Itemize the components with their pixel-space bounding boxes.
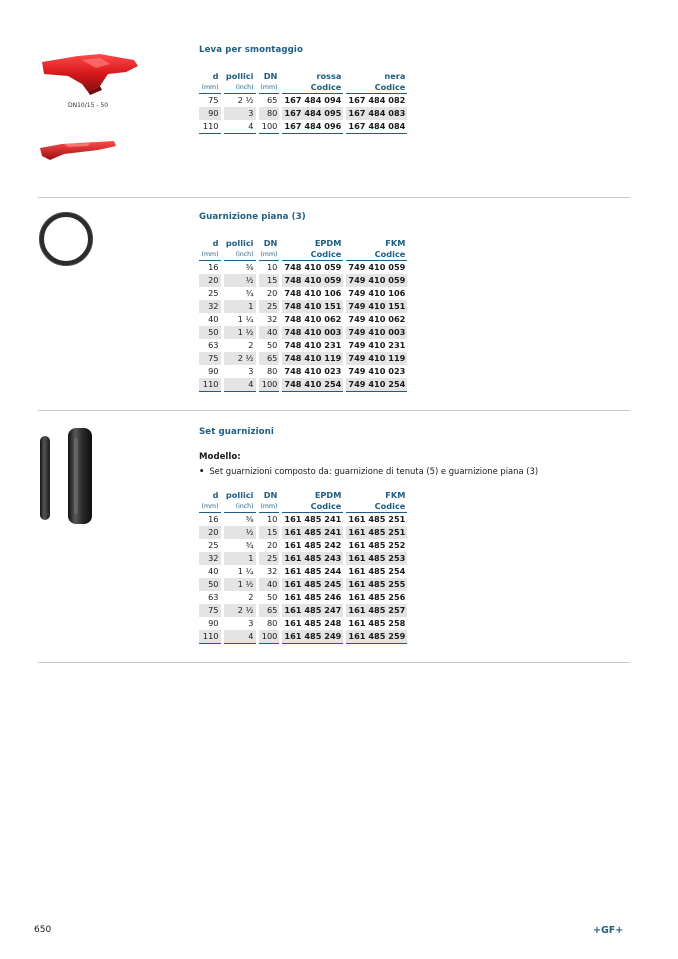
cell-d: 50 [199,326,222,339]
table-row [199,300,407,313]
cell-code-1: 748 410 023 [281,365,345,378]
cell-code-1: 748 410 151 [281,300,345,313]
cell-code-1: 161 485 245 [281,578,345,591]
table-row [199,552,407,565]
divider [38,410,630,411]
cell-pollici: 1 ¼ [222,565,257,578]
cell-pollici: 1 ½ [222,578,257,591]
cell-code-1: 748 410 106 [281,287,345,300]
table-row [199,326,407,339]
table-row [199,604,407,617]
cell-code-1: 748 410 062 [281,313,345,326]
cell-d: 16 [199,261,222,274]
table-row [199,274,407,287]
cell-code-1: 161 485 247 [281,604,345,617]
cell-d: 20 [199,526,222,539]
col-header-epdm: EPDM [281,238,345,249]
cell-dn: 65 [257,604,281,617]
unit-pollici: (inch) [222,82,257,94]
cell-dn: 100 [257,630,281,643]
cell-pollici: 1 [222,552,257,565]
cell-code-1: 161 485 249 [281,630,345,643]
cell-code-2: 749 410 003 [345,326,407,339]
cell-code-1: 748 410 059 [281,261,345,274]
cell-dn: 10 [257,261,281,274]
lever-small-image [38,138,118,162]
cell-code-2: 167 484 083 [345,107,407,120]
gf-logo: +GF+ [593,925,624,936]
table-row [199,539,407,552]
section-title: Leva per smontaggio [199,45,303,55]
cell-code-1: 161 485 241 [281,526,345,539]
cell-dn: 15 [257,526,281,539]
unit-dn: (mm) [257,501,281,513]
cell-dn: 50 [257,591,281,604]
cell-pollici: 2 ½ [222,94,257,107]
cell-pollici: 3 [222,107,257,120]
cell-d: 90 [199,107,222,120]
cell-dn: 100 [257,120,281,133]
cell-code-1: 167 484 094 [281,94,345,107]
col-header-d: d [199,238,222,249]
modello-bullet [199,466,538,476]
table-row [199,630,407,643]
table-row [199,339,407,352]
modello-label: Modello: [199,452,241,462]
cell-dn: 80 [257,107,281,120]
table-row [199,513,407,526]
cell-code-2: 161 485 257 [345,604,407,617]
unit-pollici: (inch) [222,249,257,261]
cell-dn: 25 [257,300,281,313]
cell-code-1: 167 484 095 [281,107,345,120]
cell-code-1: 161 485 243 [281,552,345,565]
cell-d: 32 [199,552,222,565]
cell-pollici: 3 [222,617,257,630]
unit-pollici: (inch) [222,501,257,513]
cell-code-2: 161 485 258 [348,617,406,628]
unit-col5: Codice [345,82,407,94]
cell-pollici: 4 [222,630,257,643]
cell-code-2: 161 485 254 [348,565,406,576]
table-row [199,378,407,391]
table-row [199,565,407,578]
divider [38,197,630,198]
col-header-d: d [199,490,222,501]
cell-code-2: 161 485 251 [348,514,406,524]
cell-pollici: 2 [222,339,257,352]
cell-dn: 40 [257,578,281,591]
unit-d: (mm) [199,249,222,261]
set-table [199,490,407,644]
cell-d: 16 [199,513,222,526]
col-header-pollici: pollici [222,71,257,82]
unit-d: (mm) [199,82,222,94]
unit-dn: (mm) [257,249,281,261]
cell-code-2: 749 410 106 [348,287,406,298]
cell-dn: 32 [257,313,281,326]
col-header-fkm: FKM [385,238,406,248]
cell-code-2: 161 485 259 [345,630,407,643]
cell-pollici: 2 [222,591,257,604]
cell-code-1: 748 410 059 [281,274,345,287]
unit-col4: Codice [281,501,345,513]
flat-gasket-image [38,211,94,267]
unit-col4: Codice [281,82,345,94]
cell-pollici: 2 ½ [222,352,257,365]
table-row [199,578,407,591]
cell-d: 40 [199,313,222,326]
col-header-fkm: FKM [385,490,406,500]
cell-code-2: 749 410 151 [345,300,407,313]
unit-col4: Codice [281,249,345,261]
table-row [199,617,407,630]
unit-col5: Codice [345,249,407,261]
cell-d: 20 [199,274,222,287]
cell-pollici: ⅜ [222,261,257,274]
cell-pollici: 2 ½ [222,604,257,617]
cell-d: 63 [199,339,222,352]
cell-d: 110 [199,630,222,643]
guarnizione-table [199,238,407,392]
cell-dn: 65 [257,94,281,107]
table-row [199,261,407,274]
cell-code-1: 161 485 246 [281,591,345,604]
cell-code-2: 749 410 023 [348,365,406,376]
cell-code-1: 748 410 003 [281,326,345,339]
cell-dn: 15 [257,274,281,287]
col-header-dn: DN [257,490,281,501]
table-row [199,526,407,539]
cell-d: 75 [199,94,222,107]
cell-pollici: 4 [222,120,257,133]
cell-dn: 40 [257,326,281,339]
cell-code-1: 161 485 244 [281,565,345,578]
table-row [199,287,407,300]
section-title: Set guarnizioni [199,427,274,437]
page-number: 650 [34,925,52,935]
table-row [199,94,407,107]
cell-d: 25 [199,539,222,552]
cell-d: 110 [199,378,222,391]
table-row [199,120,407,133]
cell-dn: 100 [257,378,281,391]
cell-code-2: 167 484 082 [348,95,406,105]
cell-code-2: 167 484 084 [345,120,407,133]
lever-caption: DN10/15 - 50 [68,102,109,109]
cell-code-2: 749 410 062 [348,313,406,324]
cell-d: 40 [199,565,222,578]
cell-d: 50 [199,578,222,591]
divider [38,662,630,663]
gasket-set-image [38,428,98,526]
cell-dn: 20 [257,287,281,300]
cell-d: 90 [199,617,222,630]
cell-d: 90 [199,365,222,378]
cell-dn: 50 [257,339,281,352]
cell-code-2: 161 485 253 [345,552,407,565]
unit-dn: (mm) [257,82,281,94]
cell-d: 75 [199,604,222,617]
bullet-text: Set guarnizioni composto da: guarnizione di tenuta (5) e guarnizione piana (3) [209,466,539,476]
cell-d: 63 [199,591,222,604]
table-row [199,313,407,326]
cell-code-2: 161 485 252 [348,539,406,550]
cell-pollici: 1 ¼ [222,313,257,326]
cell-dn: 32 [257,565,281,578]
unit-col5: Codice [345,501,407,513]
cell-code-1: 167 484 096 [281,120,345,133]
cell-dn: 80 [257,617,281,630]
cell-dn: 80 [257,365,281,378]
col-header-d: d [199,71,222,82]
leva-table [199,71,407,134]
cell-pollici: ½ [222,526,257,539]
cell-d: 110 [199,120,222,133]
cell-code-1: 748 410 119 [281,352,345,365]
cell-pollici: ½ [222,274,257,287]
col-header-dn: DN [257,71,281,82]
cell-dn: 65 [257,352,281,365]
col-header-rossa: rossa [281,71,345,82]
col-header-epdm: EPDM [281,490,345,501]
cell-code-2: 749 410 119 [345,352,407,365]
cell-code-2: 161 485 251 [345,526,407,539]
cell-code-2: 749 410 059 [345,274,407,287]
cell-d: 32 [199,300,222,313]
table-row [199,591,407,604]
bullet-icon: • [199,466,205,476]
col-header-pollici: pollici [222,490,257,501]
unit-d: (mm) [199,501,222,513]
cell-pollici: ⅜ [222,513,257,526]
cell-dn: 25 [257,552,281,565]
cell-code-1: 748 410 254 [281,378,345,391]
cell-pollici: 4 [222,378,257,391]
cell-dn: 20 [257,539,281,552]
cell-pollici: ¾ [222,539,257,552]
cell-code-2: 749 410 254 [345,378,407,391]
table-row [199,365,407,378]
cell-pollici: 1 ½ [222,326,257,339]
table-row [199,352,407,365]
cell-pollici: 1 [222,300,257,313]
cell-pollici: ¾ [222,287,257,300]
col-header-pollici: pollici [222,238,257,249]
col-header-nera: nera [384,71,406,81]
cell-code-1: 161 485 241 [281,513,345,526]
table-row [199,107,407,120]
cell-d: 25 [199,287,222,300]
cell-code-2: 161 485 255 [345,578,407,591]
cell-code-2: 161 485 256 [348,591,406,602]
section-title: Guarnizione piana (3) [199,212,306,222]
col-header-dn: DN [257,238,281,249]
cell-code-2: 749 410 059 [348,262,406,272]
cell-pollici: 3 [222,365,257,378]
cell-code-1: 161 485 248 [281,617,345,630]
cell-code-2: 749 410 231 [348,339,406,350]
cell-code-1: 161 485 242 [281,539,345,552]
cell-d: 75 [199,352,222,365]
cell-code-1: 748 410 231 [281,339,345,352]
lever-large-image [38,50,142,96]
cell-dn: 10 [257,513,281,526]
